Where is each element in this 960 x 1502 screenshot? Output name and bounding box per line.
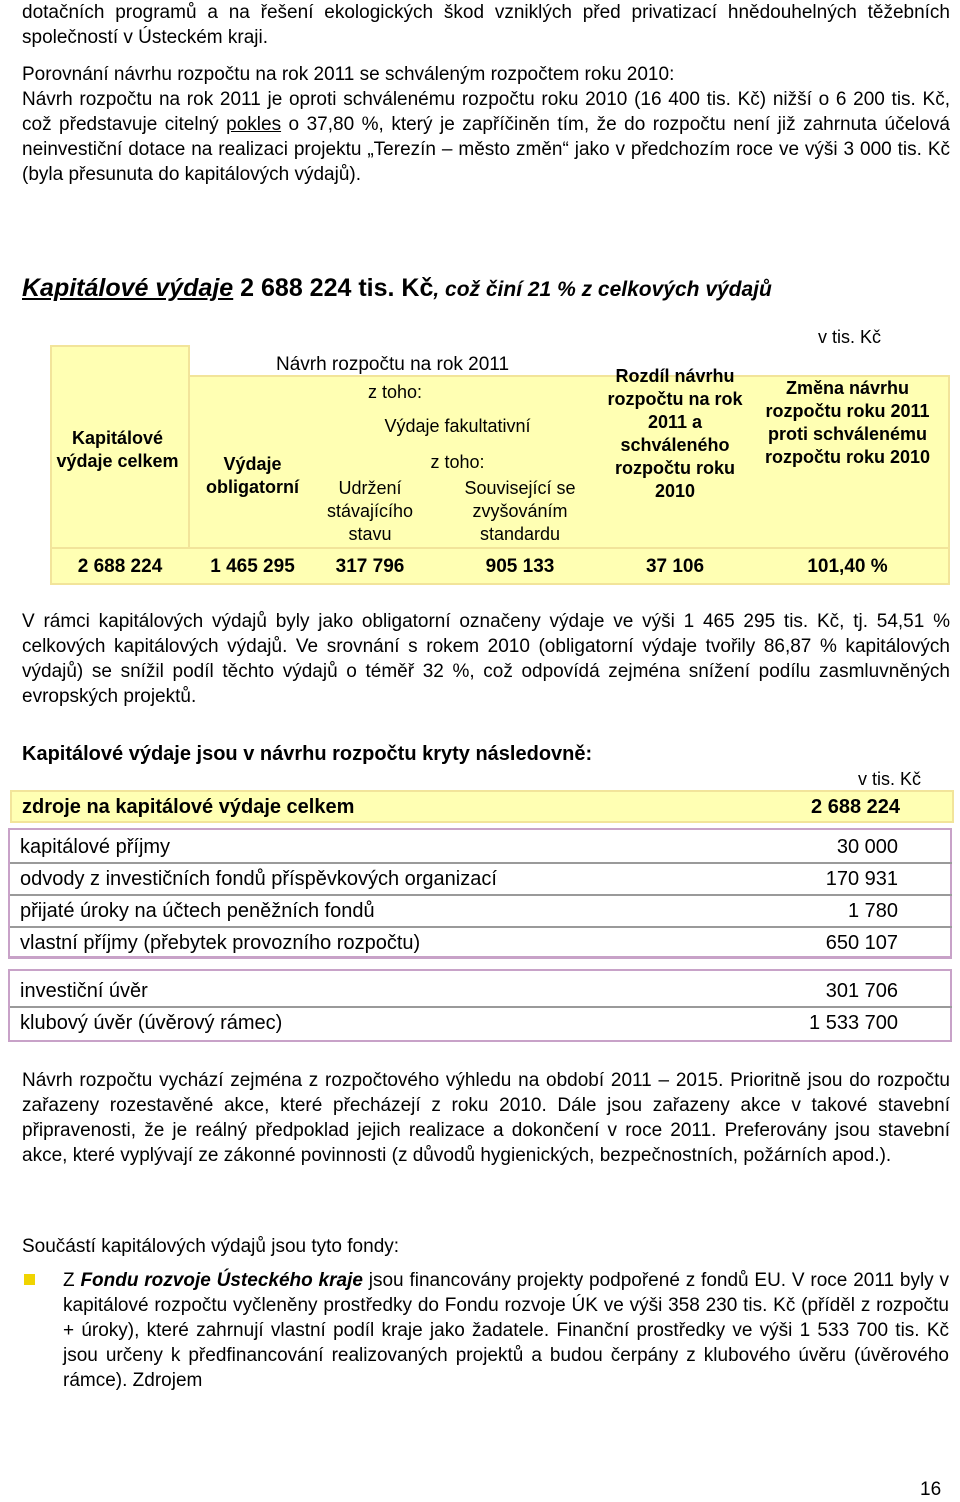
funding-total-value: 2 688 224 (811, 796, 900, 818)
value-diff: 37 106 (645, 556, 705, 577)
capital-expenditure-table (50, 345, 950, 585)
comparison-text-b: o 37,80 %, který je zapříčiněn tím, že do rozpočtu není již zahrnuta účelová neinvestiční dotace na realizaci projektu „Terezín – město změn“ jako v předchozím roce ve výši 3 000 tis. Kč (byla přesunuta do kapitálových výdajů). (22, 114, 950, 185)
funding-total-row (10, 790, 954, 823)
funding-row-label: přijaté úroky na účtech peněžních fondů (20, 900, 375, 922)
funding-row-value: 1 780 (847, 900, 898, 922)
col-diff-header: Rozdíl návrhu rozpočtu na rok 2011 a schváleného rozpočtu roku 2010 (607, 366, 743, 501)
funding-row (10, 896, 952, 928)
funding-row-label: odvody z investičních fondů příspěvkových organizací (20, 868, 497, 890)
funding-row (10, 832, 952, 864)
page-number: 16 (920, 1479, 942, 1500)
intro-continuation: dotačních programů a na řešení ekologických škod vzniklých před privatizací hnědouhelných těžebních společností v Ústeckém kraji. (22, 2, 950, 48)
bullet-prefix: Z (63, 1270, 81, 1291)
comparison-heading: Porovnání návrhu rozpočtu na rok 2011 se schváleným rozpočtem roku 2010: (22, 64, 675, 85)
col-related-header: Související se zvyšováním standardu (464, 478, 576, 544)
col-obligatory-header: Výdaje obligatorní (206, 454, 299, 497)
funding-row-label: investiční úvěr (20, 980, 148, 1002)
funding-row-value: 650 107 (825, 932, 898, 954)
funding-row (10, 976, 952, 1008)
funding-row-value: 301 706 (825, 980, 898, 1002)
comparison-text-a: Návrh rozpočtu na rok 2011 je oproti schválenému rozpočtu roku 2010 (16 400 tis. Kč) nižší o 6 200 tis. Kč, což představuje citelný (22, 89, 950, 135)
funding-total-label: zdroje na kapitálové výdaje celkem (22, 796, 355, 818)
funds-intro: Součástí kapitálových výdajů jsou tyto fondy: (22, 1236, 400, 1257)
col-maintain-header: Udržení stávajícího stavu (326, 478, 414, 544)
funding-row-value: 1 533 700 (809, 1012, 898, 1034)
proposal-paragraph: Návrh rozpočtu vychází zejména z rozpočtového výhledu na období 2011 – 2015. Prioritně jsou do rozpočtu zařazeny rozestavěné akce, které přecházejí z roku 2010. Dále jsou zařazeny akce v takové stavební připravenosti, že je reálný předpoklad jejich realizace a dokončení v roce 2011. Preferovány jsou stavební akce, které vyplývají ze zákonné povinnosti (z důvodů hygienických, bezpečnostních, požárních apod.). (22, 1070, 950, 1166)
value-maintain: 317 796 (335, 556, 405, 577)
fund-bullet-paragraph (63, 1268, 949, 1393)
funding-row-label: vlastní příjmy (přebytek provozního rozpočtu) (20, 932, 421, 954)
comparison-paragraph (22, 87, 950, 187)
funding-row (10, 1008, 952, 1038)
funding-row (10, 928, 952, 958)
col-total-header: Kapitálové výdaje celkem (56, 428, 179, 471)
col-optional-header: Výdaje fakultativní (384, 416, 531, 436)
funding-row-label: klubový úvěr (úvěrový rámec) (20, 1012, 283, 1034)
comparison-text-decline: pokles (226, 114, 282, 135)
of-which-label-2: z toho: (430, 452, 485, 472)
capital-expenditure-heading (22, 272, 772, 306)
funding-row-value: 30 000 (836, 836, 898, 858)
obligatory-paragraph: V rámci kapitálových výdajů byly jako obligatorní označeny výdaje ve výši 1 465 295 tis. Kč, tj. 54,51 % celkových kapitálových výdajů. Ve srovnání s rokem 2010 (obligatorní výdaje tvořily 86,87 % kapitálových výdajů) se snížil podíl těchto výdajů o téměř 32 %, což odpovídá zejména snížení podílu zasmluvněných evropských projektů. (22, 611, 950, 707)
col-change-header: Změna návrhu rozpočtu roku 2011 proti schválenému rozpočtu roku 2010 (764, 378, 931, 467)
bullet-marker (24, 1274, 35, 1285)
value-related: 905 133 (485, 556, 555, 577)
heading-amount: 2 688 224 tis. Kč (233, 274, 434, 302)
value-total: 2 688 224 (77, 556, 163, 577)
col-proposal-header: Návrh rozpočtu na rok 2011 (275, 354, 510, 375)
bullet-text: jsou financovány projekty podpořené z fondů EU. V roce 2011 byly v kapitálové rozpočtu vyčleněny prostředky do Fondu rozvoje ÚK ve výši 358 230 tis. Kč (příděl z rozpočtu + úroky), které zahrnují vlastní podíl kraje jako žadatele. Finanční prostředky ve výši 1 533 700 tis. Kč jsou určeny k předfinancování realizovaných projektů a budou čerpány z klubového úvěru (úvěrového rámce). Zdrojem (63, 1270, 949, 1391)
table-unit-label: v tis. Kč (818, 327, 882, 347)
funding-row-value: 170 931 (825, 868, 898, 890)
value-obligatory: 1 465 295 (210, 556, 295, 577)
funding-row-label: kapitálové příjmy (20, 836, 171, 858)
funding-heading: Kapitálové výdaje jsou v návrhu rozpočtu kryty následovně: (22, 743, 593, 765)
of-which-label-1: z toho: (367, 382, 423, 402)
heading-suffix: , což činí 21 % z celkových výdajů (433, 278, 772, 301)
funding-row (10, 864, 952, 896)
fund-name: Fondu rozvoje Ústeckého kraje (80, 1270, 363, 1291)
value-change: 101,40 % (807, 556, 888, 577)
funding-unit-label: v tis. Kč (858, 769, 922, 789)
heading-title: Kapitálové výdaje (22, 274, 234, 302)
